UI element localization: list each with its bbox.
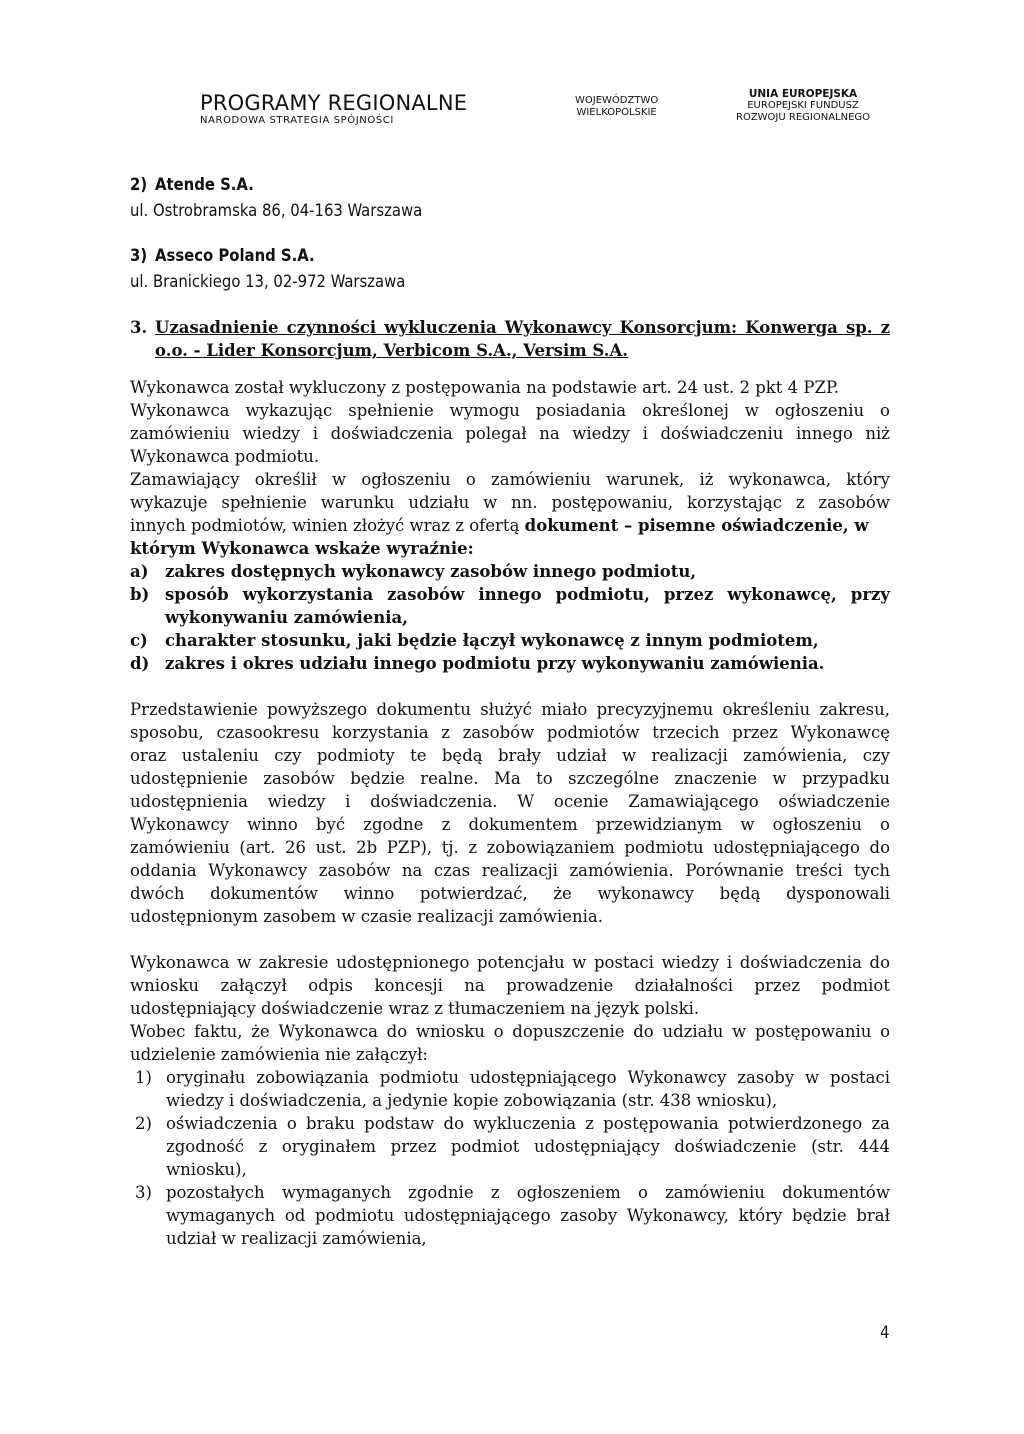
- address-number: 2): [130, 175, 148, 194]
- programy-regionalne-logo: [200, 92, 467, 128]
- list-marker: b): [130, 585, 150, 604]
- paragraph-line: zamówieniu wiedzy i doświadczenia polegał na wiedzy i doświadczeniu innego niż: [130, 424, 890, 443]
- paragraph-line-mixed: [130, 515, 890, 537]
- paragraph-line: Wykonawca został wykluczony z postępowania na podstawie art. 24 ust. 2 pkt 4 PZP.: [130, 378, 839, 397]
- list-item-continued: wiedzy i doświadczenia, a jedynie kopie zobowiązania (str. 438 wniosku),: [166, 1091, 778, 1110]
- list-marker: 1): [135, 1068, 152, 1087]
- list-marker: 2): [135, 1114, 152, 1133]
- paragraph-line: zamówieniu (art. 26 ust. 2b PZP), tj. z zobowiązaniem podmiotu udostępniającego do: [130, 838, 890, 857]
- list-marker: 3): [135, 1183, 152, 1202]
- paragraph-line: Przedstawienie powyższego dokumentu służyć miało precyzyjnemu określeniu zakresu,: [130, 700, 890, 719]
- paragraph-line: udostępnienia wiedzy i doświadczenia. W ocenie Zamawiającego oświadczenie: [130, 792, 890, 811]
- paragraph-line: udzielenie zamówienia nie załączył:: [130, 1045, 428, 1064]
- ue-line1: UNIA EUROPEJSKA: [748, 88, 858, 100]
- wojewodztwo-logo: [575, 95, 658, 119]
- page-number: 4: [880, 1323, 890, 1342]
- list-item-continued: wymaganych od podmiotu udostępniającego zasoby Wykonawcy, który będzie brał: [166, 1206, 890, 1225]
- list-marker: d): [130, 654, 150, 673]
- paragraph-line: udostępniający doświadczenie wraz z tłumaczeniem na język polski.: [130, 999, 700, 1018]
- list-item: sposób wykorzystania zasobów innego podmiotu, przez wykonawcę, przy: [165, 585, 890, 604]
- list-item: oryginału zobowiązania podmiotu udostępniającego Wykonawcy zasoby w postaci: [166, 1068, 890, 1087]
- ue-line2: EUROPEJSKI FUNDUSZ: [747, 100, 859, 111]
- section-heading-continued: o.o. - Lider Konsorcjum, Verbicom S.A., Versim S.A.: [155, 341, 629, 360]
- address-street: ul. Ostrobramska 86, 04-163 Warszawa: [130, 201, 423, 220]
- list-item: oświadczenia o braku podstaw do wykluczenia z postępowania potwierdzonego za: [166, 1114, 890, 1133]
- list-item: pozostałych wymaganych zgodnie z ogłoszeniem o zamówieniu dokumentów: [166, 1183, 890, 1202]
- section-number: 3.: [130, 318, 148, 337]
- list-marker: a): [130, 562, 149, 581]
- wojewodztwo-line1: WOJEWÓDZTWO: [575, 95, 659, 106]
- ue-line3: ROZWOJU REGIONALNEGO: [736, 112, 871, 123]
- paragraph-line: dwóch dokumentów winno potwierdzać, że wykonawcy będą dysponowali: [130, 884, 890, 903]
- address-company-name: Asseco Poland S.A.: [155, 246, 315, 265]
- wojewodztwo-line2: WIELKOPOLSKIE: [576, 107, 657, 118]
- paragraph-emphasis: dokument – pisemne oświadczenie, w: [524, 516, 869, 535]
- paragraph-line: udostępnienie zasobów będzie realne. Ma to szczególne znaczenie w przypadku: [130, 769, 890, 788]
- programy-subtitle: NARODOWA STRATEGIA SPÓJNOŚCI: [200, 115, 394, 126]
- list-item-continued: zgodność z oryginałem przez podmiot udostępniający doświadczenie (str. 444: [166, 1137, 890, 1156]
- paragraph-line: Wobec faktu, że Wykonawca do wniosku o dopuszczenie do udziału w postępowaniu o: [130, 1022, 890, 1041]
- paragraph-line: Zamawiający określił w ogłoszeniu o zamówieniu warunek, iż wykonawca, który: [130, 470, 890, 489]
- list-item-continued: wykonywaniu zamówienia,: [165, 608, 408, 627]
- programy-title: PROGRAMY REGIONALNE: [200, 91, 468, 115]
- list-item: zakres dostępnych wykonawcy zasobów innego podmiotu,: [165, 562, 697, 581]
- paragraph-line: sposobu, czasookresu korzystania z zasobów podmiotów trzecich przez Wykonawcę: [130, 723, 890, 742]
- list-item-continued: udział w realizacji zamówienia,: [166, 1229, 427, 1248]
- list-item: zakres i okres udziału innego podmiotu przy wykonywaniu zamówienia.: [165, 654, 825, 673]
- paragraph-line: Wykonawca podmiotu.: [130, 447, 320, 466]
- paragraph-line: wniosku załączył odpis koncesji na prowadzenie działalności przez podmiot: [130, 976, 890, 995]
- paragraph-text: innych podmiotów, winien złożyć wraz z ofertą: [130, 516, 525, 535]
- list-item: charakter stosunku, jaki będzie łączył wykonawcę z innym podmiotem,: [165, 631, 819, 650]
- paragraph-line: wykazuje spełnienie warunku udziału w nn. postępowaniu, korzystając z zasobów: [130, 493, 890, 512]
- ue-logo: [736, 88, 870, 124]
- paragraph-line: oddania Wykonawcy zasobów na czas realizacji zamówienia. Porównanie treści tych: [130, 861, 890, 880]
- paragraph-line: oraz ustaleniu czy podmioty te będą brały udział w realizacji zamówienia, czy: [130, 746, 890, 765]
- paragraph-line: udostępnionym zasobem w czasie realizacji zamówienia.: [130, 907, 603, 926]
- paragraph-emphasis-line: którym Wykonawca wskaże wyraźnie:: [130, 539, 474, 558]
- paragraph-line: Wykonawca wykazując spełnienie wymogu posiadania określonej w ogłoszeniu o: [130, 401, 890, 420]
- paragraph-line: Wykonawcy winno być zgodne z dokumentem przewidzianym w ogłoszeniu o: [130, 815, 890, 834]
- list-marker: c): [130, 631, 148, 650]
- address-number: 3): [130, 246, 148, 265]
- section-heading: Uzasadnienie czynności wykluczenia Wykonawcy Konsorcjum: Konwerga sp. z: [155, 318, 890, 337]
- paragraph-line: Wykonawca w zakresie udostępnionego potencjału w postaci wiedzy i doświadczenia do: [130, 953, 890, 972]
- list-item-continued: wniosku),: [166, 1160, 247, 1179]
- address-company-name: Atende S.A.: [155, 175, 254, 194]
- address-street: ul. Branickiego 13, 02-972 Warszawa: [130, 272, 406, 291]
